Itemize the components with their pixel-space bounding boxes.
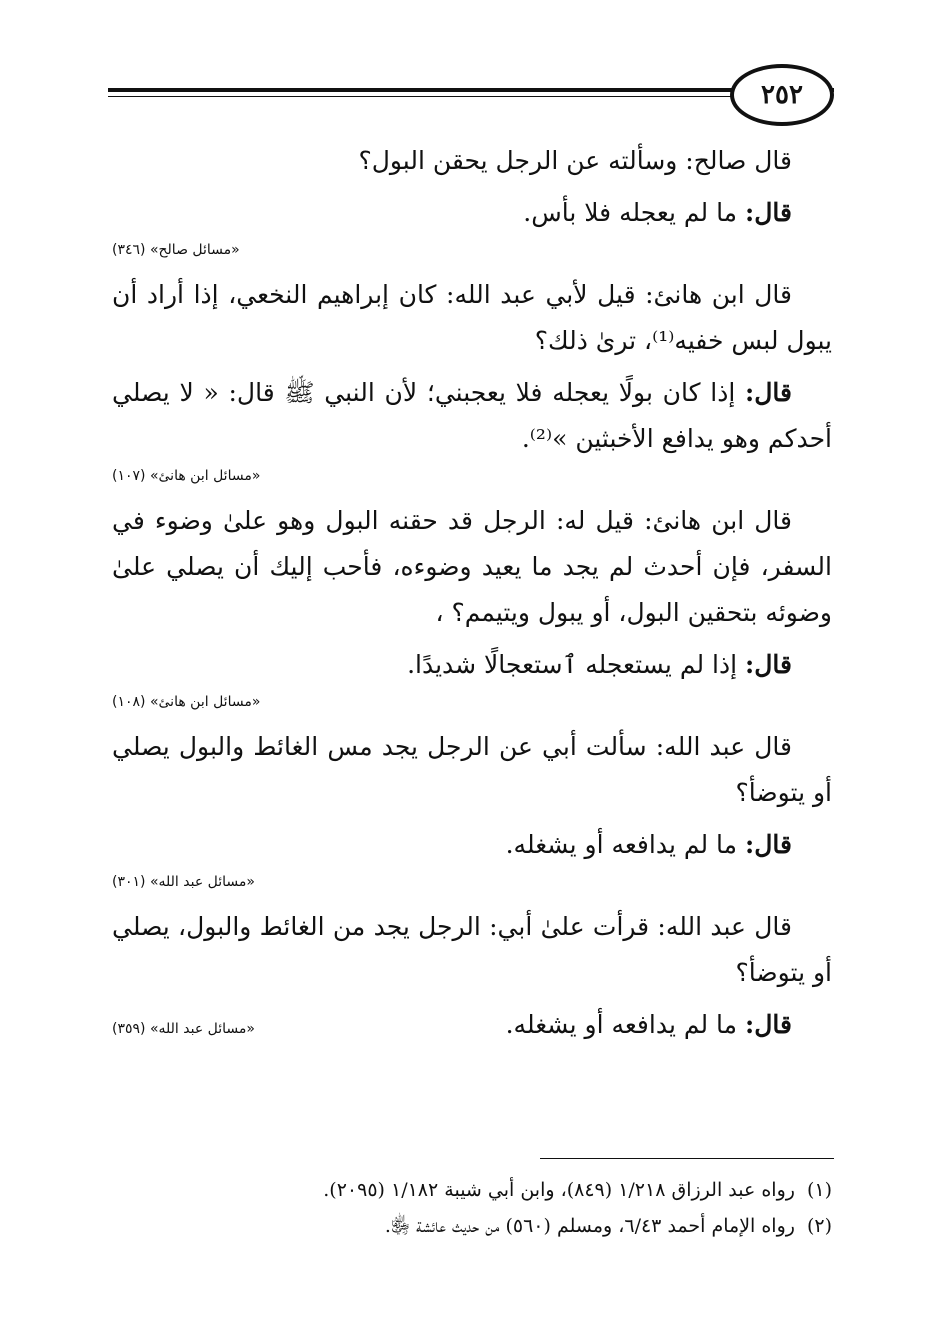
paragraph-text: ما لم يعجله فلا بأس. <box>523 198 738 227</box>
source-citation: «مسائل صالح» (٣٤٦) <box>112 242 240 258</box>
paragraph-text: قال صالح: وسألته عن الرجل يحقن البول؟ <box>358 146 792 175</box>
footnote <box>112 1208 832 1244</box>
source-citation: «مسائل عبد الله» (٣٥٩) <box>112 1021 255 1037</box>
paragraph-text: ما لم يدافعه أو يشغله. <box>505 830 738 859</box>
entry <box>112 272 832 484</box>
question-paragraph <box>112 138 832 184</box>
answer-paragraph <box>112 822 832 868</box>
question-paragraph <box>112 498 832 636</box>
page-header <box>108 64 834 124</box>
source-citation: «مسائل ابن هانئ» (١٠٨) <box>112 694 261 710</box>
entry <box>112 138 832 258</box>
paragraph-text: قال ابن هانئ: قيل لأبي عبد الله: كان إبراهيم النخعي، إذا أراد أن يبول لبس خفيه⁽¹⁾، ترىٰ ذلك؟ <box>112 280 832 355</box>
entry <box>112 498 832 710</box>
footnote <box>112 1172 832 1208</box>
page-number: ٢٥٢ <box>730 64 834 126</box>
answer-lead: قال: <box>745 830 792 859</box>
answer-paragraph <box>112 642 832 688</box>
footnote-text: رواه عبد الرزاق ١/٢١٨ (٨٤٩)، وابن أبي شيبة ١/١٨٢ (٢٠٩٥). <box>323 1179 795 1201</box>
answer-paragraph <box>506 1002 832 1048</box>
footnote-number: (٢) <box>806 1215 832 1237</box>
answer-paragraph <box>112 370 832 462</box>
answer-lead: قال: <box>745 1010 792 1039</box>
paragraph-text: إذا كان بولًا يعجله فلا يعجبني؛ لأن النبي ﷺ قال: « لا يصلي أحدكم وهو يدافع الأخبثين »⁽²⁾. <box>112 378 832 453</box>
question-paragraph <box>112 904 832 996</box>
paragraph-text: إذا لم يستعجله ٱستعجالًا شديدًا. <box>407 650 738 679</box>
answer-lead: قال: <box>745 378 792 407</box>
footnote-separator <box>540 1158 834 1159</box>
question-paragraph <box>112 272 832 364</box>
answer-lead: قال: <box>745 198 792 227</box>
answer-row <box>112 1002 832 1048</box>
answer-lead: قال: <box>745 650 792 679</box>
entry <box>112 904 832 1048</box>
header-rule-thick <box>108 88 734 92</box>
answer-paragraph <box>112 190 832 236</box>
footnotes <box>112 1172 832 1244</box>
page-body <box>112 138 832 1048</box>
source-citation: «مسائل عبد الله» (٣٠١) <box>112 874 255 890</box>
paragraph-text: ما لم يدافعه أو يشغله. <box>505 1010 738 1039</box>
paragraph-text: قال عبد الله: قرأت علىٰ أبي: الرجل يجد من الغائط والبول، يصلي أو يتوضأ؟ <box>112 912 832 987</box>
entry <box>112 724 832 890</box>
paragraph-text: قال ابن هانئ: قيل له: الرجل قد حقنه البول وهو علىٰ وضوء في السفر، فإن أحدث لم يجد ما يعيد وضوءه، فأحب إليك أن يصلي علىٰ وضوئه بتحقين البول، أو يبول ويتيمم؟ ، <box>112 506 832 627</box>
source-citation: «مسائل ابن هانئ» (١٠٧) <box>112 468 261 484</box>
paragraph-text: قال عبد الله: سألت أبي عن الرجل يجد مس الغائط والبول يصلي أو يتوضأ؟ <box>112 732 832 807</box>
footnote-text: رواه الإمام أحمد ٦/٤٣، ومسلم (٥٦٠) من حديث عائشة ﵂. <box>384 1215 795 1237</box>
question-paragraph <box>112 724 832 816</box>
header-rule-thin <box>108 96 734 97</box>
footnote-number: (١) <box>806 1179 832 1201</box>
